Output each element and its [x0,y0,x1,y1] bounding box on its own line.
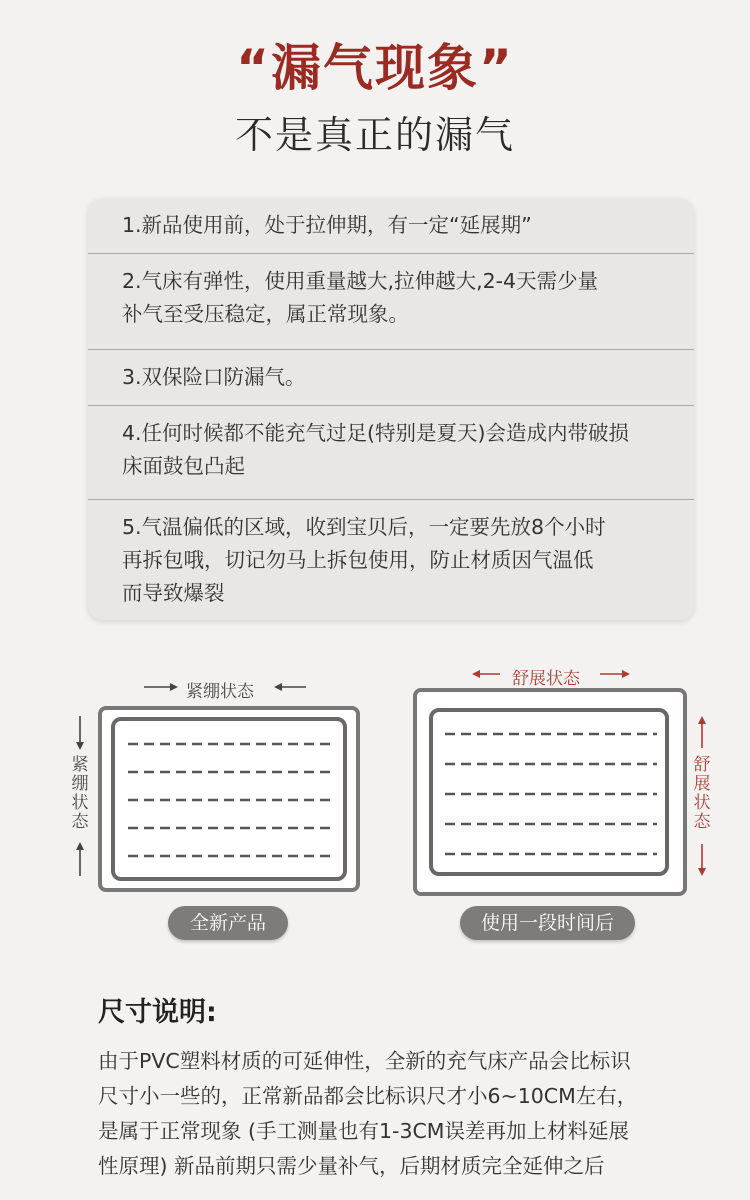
size-section-title: 尺寸说明: [98,997,217,1028]
size-line: 由于PVC塑料材质的可延伸性，全新的充气床产品会比标识 [98,1049,631,1073]
new-product-badge: 全新产品 [168,906,288,940]
note-item [88,499,694,620]
tight-state-side-text: 紧 绷 状 态 [71,755,89,832]
note-item [88,349,694,405]
note-line: 1.新品使用前，处于拉伸期，有一定“延展期” [122,213,532,237]
tight-state-label: 紧绷状态 [186,682,254,702]
note-line: 补气至受压稳定，属正常现象。 [122,302,409,326]
note-line: 再拆包哦，切记勿马上拆包使用，防止材质因气温低 [122,548,594,572]
note-item [88,253,694,349]
tight-state-side-label [70,756,90,832]
size-line: 是属于正常现象 (手工测量也有1-3CM误差再加上材料延展 [98,1119,629,1143]
relaxed-state-side-text: 舒 展 状 态 [693,755,711,832]
size-line: 尺寸小一些的，正常新品都会比标识尺才小6~10CM左右， [98,1084,638,1108]
after-use-badge: 使用一段时间后 [460,906,635,940]
relaxed-state-label: 舒展状态 [512,669,580,689]
page-subtitle: 不是真正的漏气 [234,113,515,157]
note-line: 2.气床有弹性，使用重量越大,拉伸越大,2-4天需少量 [122,269,599,293]
mattress-new-icon [98,706,362,894]
note-item [88,198,694,253]
note-line: 床面鼓包凸起 [122,454,245,478]
note-line: 而导致爆裂 [122,581,225,605]
notes-card [88,198,694,620]
size-line: 性原理) 新品前期只需少量补气，后期材质完全延伸之后 [98,1154,605,1178]
note-line: 5.气温偏低的区域，收到宝贝后，一定要先放8个小时 [122,515,606,539]
relaxed-state-side-label [692,756,712,832]
note-line: 4.任何时候都不能充气过足(特别是夏天)会造成内带破损 [122,421,630,445]
note-line: 3.双保险口防漏气。 [122,365,306,389]
page-title: “漏气现象” [236,39,514,97]
mattress-used-icon [413,688,687,896]
note-item [88,405,694,499]
size-section-body [98,1044,698,1184]
